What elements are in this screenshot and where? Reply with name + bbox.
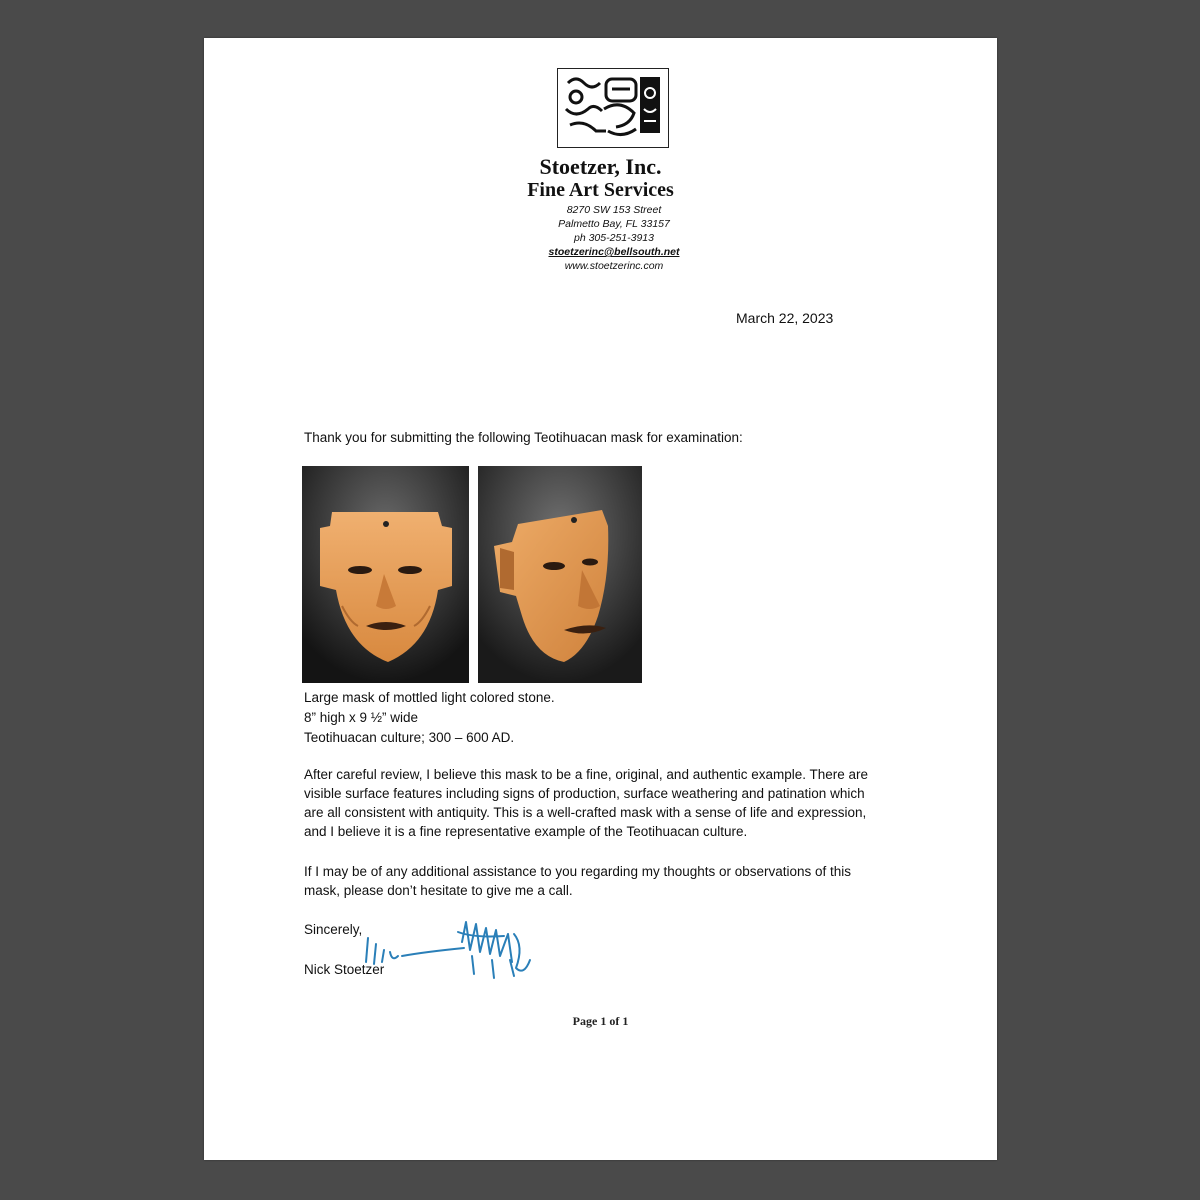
website-link[interactable]: www.stoetzerinc.com [564,260,664,272]
phone: ph 305-251-3913 [574,232,654,244]
paragraph1-line1: After careful review, I believe this mask to be a fine, original, and authentic example. There are [304,767,869,782]
paragraph1-line4: and I believe it is a fine representative example of the Teotihuacan culture. [304,824,748,839]
mask-side-photo-icon [478,466,642,683]
intro-text: Thank you for submitting the following Teotihuacan mask for examination: [304,430,743,445]
closing: Sincerely, [304,922,363,937]
handwritten-signature-icon [354,916,564,986]
mayan-glyph-logo-icon [557,68,669,148]
description-line2: 8” high x 9 ½” wide [304,710,419,725]
company-name: Stoetzer, Inc. [539,154,662,179]
address-line1: 8270 SW 153 Street [566,204,662,216]
letter-date: March 22, 2023 [736,310,834,326]
description-line1: Large mask of mottled light colored stone. [304,690,555,705]
email-link[interactable]: stoetzerinc@bellsouth.net [548,246,680,258]
paragraph1-line3: are all consistent with antiquity. This is a well-crafted mask with a sense of life and expression, [304,805,867,820]
address-line2: Palmetto Bay, FL 33157 [558,218,670,230]
page-number: Page 1 of 1 [572,1014,629,1028]
mask-front-photo-icon [302,466,469,683]
paragraph2-line2: mask, please don’t hesitate to give me a call. [304,883,573,898]
company-services: Fine Art Services [527,179,674,201]
paragraph1-line2: visible surface features including signs of production, surface weathering and patination which [304,786,865,801]
paragraph2-line1: If I may be of any additional assistance to you regarding my thoughts or observations of this [304,864,852,879]
letter-page [204,38,997,1160]
description-line3: Teotihuacan culture; 300 – 600 AD. [304,730,515,745]
signer-name: Nick Stoetzer [304,962,385,977]
